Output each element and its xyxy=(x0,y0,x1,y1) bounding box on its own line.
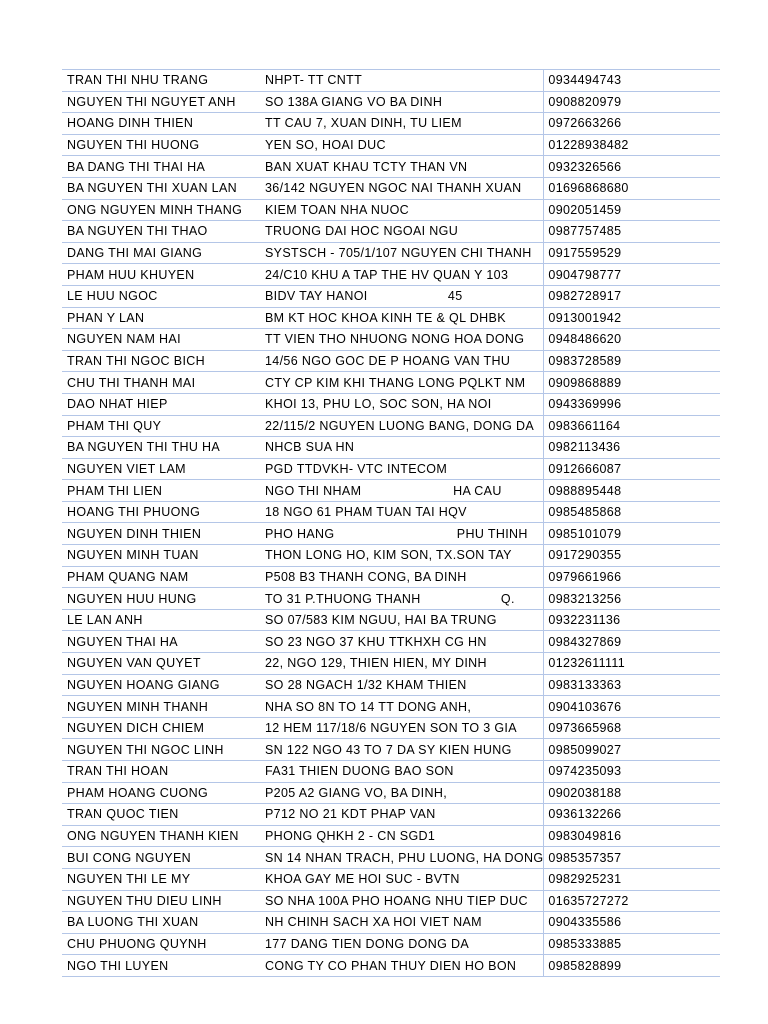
name-cell[interactable]: NGUYEN THI LE MY xyxy=(62,868,260,890)
address-cell[interactable]: KHOI 13, PHU LO, SOC SON, HA NOI xyxy=(260,393,544,415)
table-row xyxy=(62,156,720,178)
name-cell[interactable]: PHAM QUANG NAM xyxy=(62,566,260,588)
name-cell[interactable]: BA NGUYEN THI THAO xyxy=(62,221,260,243)
phone-cell[interactable]: 01228938482 xyxy=(544,134,721,156)
address-cell[interactable]: KHOA GAY ME HOI SUC - BVTN xyxy=(260,868,544,890)
phone-cell[interactable]: 0982728917 xyxy=(544,285,721,307)
address-cell[interactable]: TO 31 P.THUONG THANH Q. xyxy=(260,588,544,610)
name-cell[interactable]: LE LAN ANH xyxy=(62,609,260,631)
address-cell[interactable]: NH CHINH SACH XA HOI VIET NAM xyxy=(260,912,544,934)
phone-cell[interactable]: 0985357357 xyxy=(544,847,721,869)
table-row xyxy=(62,825,720,847)
address-cell[interactable]: FA31 THIEN DUONG BAO SON xyxy=(260,761,544,783)
name-cell[interactable]: ONG NGUYEN THANH KIEN xyxy=(62,825,260,847)
address-cell[interactable]: BM KT HOC KHOA KINH TE & QL DHBK xyxy=(260,307,544,329)
name-cell[interactable]: NGUYEN HUU HUNG xyxy=(62,588,260,610)
phone-cell[interactable]: 0983049816 xyxy=(544,825,721,847)
address-cell[interactable]: TT VIEN THO NHUONG NONG HOA DONG xyxy=(260,329,544,351)
address-cell[interactable]: 22/115/2 NGUYEN LUONG BANG, DONG DA xyxy=(260,415,544,437)
name-cell[interactable]: TRAN QUOC TIEN xyxy=(62,804,260,826)
name-cell[interactable]: DAO NHAT HIEP xyxy=(62,393,260,415)
phone-cell[interactable]: 0943369996 xyxy=(544,393,721,415)
table-row xyxy=(62,890,720,912)
phone-cell[interactable]: 0913001942 xyxy=(544,307,721,329)
name-cell[interactable]: CHU PHUONG QUYNH xyxy=(62,933,260,955)
table-row xyxy=(62,782,720,804)
table-row xyxy=(62,588,720,610)
table-row xyxy=(62,415,720,437)
phone-cell[interactable]: 0983213256 xyxy=(544,588,721,610)
table-row xyxy=(62,631,720,653)
table-row xyxy=(62,285,720,307)
address-cell[interactable]: SN 122 NGO 43 TO 7 DA SY KIEN HUNG xyxy=(260,739,544,761)
address-cell[interactable]: SO 07/583 KIM NGUU, HAI BA TRUNG xyxy=(260,609,544,631)
name-cell[interactable]: NGUYEN NAM HAI xyxy=(62,329,260,351)
phone-cell[interactable]: 0973665968 xyxy=(544,717,721,739)
address-cell[interactable]: NHPT- TT CNTT xyxy=(260,70,544,92)
table-row xyxy=(62,761,720,783)
name-cell[interactable]: NGUYEN THI HUONG xyxy=(62,134,260,156)
name-cell[interactable]: TRAN THI NGOC BICH xyxy=(62,350,260,372)
table-row xyxy=(62,501,720,523)
table-row xyxy=(62,437,720,459)
name-cell[interactable]: NGUYEN THI NGUYET ANH xyxy=(62,91,260,113)
table-row xyxy=(62,113,720,135)
phone-cell[interactable]: 0982113436 xyxy=(544,437,721,459)
name-cell[interactable]: NGUYEN DICH CHIEM xyxy=(62,717,260,739)
phone-cell[interactable]: 0985099027 xyxy=(544,739,721,761)
phone-cell[interactable]: 0985333885 xyxy=(544,933,721,955)
phone-cell[interactable]: 0982925231 xyxy=(544,868,721,890)
name-cell[interactable]: NGUYEN VAN QUYET xyxy=(62,653,260,675)
address-cell[interactable]: SN 14 NHAN TRACH, PHU LUONG, HA DONG xyxy=(260,847,544,869)
phone-cell[interactable]: 0932231136 xyxy=(544,609,721,631)
table-row xyxy=(62,350,720,372)
address-cell[interactable]: 177 DANG TIEN DONG DONG DA xyxy=(260,933,544,955)
address-cell[interactable]: BIDV TAY HANOI 45 xyxy=(260,285,544,307)
address-cell[interactable]: NGO THI NHAM HA CAU xyxy=(260,480,544,502)
table-row xyxy=(62,70,720,92)
phone-cell[interactable]: 01232611111 xyxy=(544,653,721,675)
table-row xyxy=(62,868,720,890)
phone-cell[interactable]: 0987757485 xyxy=(544,221,721,243)
contact-table-body xyxy=(62,70,720,977)
address-cell[interactable]: KIEM TOAN NHA NUOC xyxy=(260,199,544,221)
table-row xyxy=(62,717,720,739)
address-cell[interactable]: SO NHA 100A PHO HOANG NHU TIEP DUC xyxy=(260,890,544,912)
name-cell[interactable]: BA DANG THI THAI HA xyxy=(62,156,260,178)
table-row xyxy=(62,523,720,545)
table-row xyxy=(62,566,720,588)
table-row xyxy=(62,242,720,264)
name-cell[interactable]: PHAM THI LIEN xyxy=(62,480,260,502)
address-cell[interactable]: SO 138A GIANG VO BA DINH xyxy=(260,91,544,113)
name-cell[interactable]: BUI CONG NGUYEN xyxy=(62,847,260,869)
phone-cell[interactable]: 0985101079 xyxy=(544,523,721,545)
address-cell[interactable]: TT CAU 7, XUAN DINH, TU LIEM xyxy=(260,113,544,135)
table-row xyxy=(62,480,720,502)
address-cell[interactable]: CTY CP KIM KHI THANG LONG PQLKT NM xyxy=(260,372,544,394)
table-row xyxy=(62,221,720,243)
phone-cell[interactable]: 01635727272 xyxy=(544,890,721,912)
name-cell[interactable]: PHAM HOANG CUONG xyxy=(62,782,260,804)
address-cell[interactable]: 18 NGO 61 PHAM TUAN TAI HQV xyxy=(260,501,544,523)
phone-cell[interactable]: 0979661966 xyxy=(544,566,721,588)
name-cell[interactable]: BA NGUYEN THI XUAN LAN xyxy=(62,177,260,199)
phone-cell[interactable]: 0983133363 xyxy=(544,674,721,696)
address-cell[interactable]: SO 28 NGACH 1/32 KHAM THIEN xyxy=(260,674,544,696)
address-cell[interactable]: P205 A2 GIANG VO, BA DINH, xyxy=(260,782,544,804)
phone-cell[interactable]: 0985485868 xyxy=(544,501,721,523)
table-row xyxy=(62,372,720,394)
phone-cell[interactable]: 0908820979 xyxy=(544,91,721,113)
phone-cell[interactable]: 0932326566 xyxy=(544,156,721,178)
name-cell[interactable]: NGUYEN THI NGOC LINH xyxy=(62,739,260,761)
table-row xyxy=(62,307,720,329)
name-cell[interactable]: TRAN THI NHU TRANG xyxy=(62,70,260,92)
name-cell[interactable]: NGUYEN MINH THANH xyxy=(62,696,260,718)
name-cell[interactable]: NGUYEN VIET LAM xyxy=(62,458,260,480)
name-cell[interactable]: NGUYEN MINH TUAN xyxy=(62,545,260,567)
name-cell[interactable]: BA LUONG THI XUAN xyxy=(62,912,260,934)
name-cell[interactable]: HOANG THI PHUONG xyxy=(62,501,260,523)
address-cell[interactable]: SO 23 NGO 37 KHU TTKHXH CG HN xyxy=(260,631,544,653)
address-cell[interactable]: THON LONG HO, KIM SON, TX.SON TAY xyxy=(260,545,544,567)
address-cell[interactable]: 12 HEM 117/18/6 NGUYEN SON TO 3 GIA xyxy=(260,717,544,739)
name-cell[interactable]: DANG THI MAI GIANG xyxy=(62,242,260,264)
phone-cell[interactable]: 0984327869 xyxy=(544,631,721,653)
table-row xyxy=(62,177,720,199)
table-row xyxy=(62,91,720,113)
table-row xyxy=(62,674,720,696)
name-cell[interactable]: PHAN Y LAN xyxy=(62,307,260,329)
phone-cell[interactable]: 0904335586 xyxy=(544,912,721,934)
table-row xyxy=(62,933,720,955)
table-row xyxy=(62,264,720,286)
phone-cell[interactable]: 0912666087 xyxy=(544,458,721,480)
table-row xyxy=(62,545,720,567)
phone-cell[interactable]: 0904798777 xyxy=(544,264,721,286)
address-cell[interactable]: CONG TY CO PHAN THUY DIEN HO BON xyxy=(260,955,544,977)
name-cell[interactable]: PHAM THI QUY xyxy=(62,415,260,437)
table-row xyxy=(62,393,720,415)
phone-cell[interactable]: 0902051459 xyxy=(544,199,721,221)
name-cell[interactable]: NGUYEN THU DIEU LINH xyxy=(62,890,260,912)
table-row xyxy=(62,134,720,156)
address-cell[interactable]: YEN SO, HOAI DUC xyxy=(260,134,544,156)
phone-cell[interactable]: 0902038188 xyxy=(544,782,721,804)
phone-cell[interactable]: 0917290355 xyxy=(544,545,721,567)
phone-cell[interactable]: 0972663266 xyxy=(544,113,721,135)
address-cell[interactable]: SYSTSCH - 705/1/107 NGUYEN CHI THANH xyxy=(260,242,544,264)
name-cell[interactable]: BA NGUYEN THI THU HA xyxy=(62,437,260,459)
address-cell[interactable]: TRUONG DAI HOC NGOAI NGU xyxy=(260,221,544,243)
table-row xyxy=(62,696,720,718)
address-cell[interactable]: PHO HANG PHU THINH xyxy=(260,523,544,545)
phone-cell[interactable]: 0974235093 xyxy=(544,761,721,783)
name-cell[interactable]: CHU THI THANH MAI xyxy=(62,372,260,394)
address-cell[interactable]: NHCB SUA HN xyxy=(260,437,544,459)
table-row xyxy=(62,955,720,977)
name-cell[interactable]: NGUYEN HOANG GIANG xyxy=(62,674,260,696)
address-cell[interactable]: NHA SO 8N TO 14 TT DONG ANH, xyxy=(260,696,544,718)
address-cell[interactable]: PHONG QHKH 2 - CN SGD1 xyxy=(260,825,544,847)
name-cell[interactable]: NGO THI LUYEN xyxy=(62,955,260,977)
table-row xyxy=(62,804,720,826)
address-cell[interactable]: BAN XUAT KHAU TCTY THAN VN xyxy=(260,156,544,178)
address-cell[interactable]: PGD TTDVKH- VTC INTECOM xyxy=(260,458,544,480)
phone-cell[interactable]: 0985828899 xyxy=(544,955,721,977)
name-cell[interactable]: ONG NGUYEN MINH THANG xyxy=(62,199,260,221)
table-row xyxy=(62,653,720,675)
table-row xyxy=(62,458,720,480)
address-cell[interactable]: P508 B3 THANH CONG, BA DINH xyxy=(260,566,544,588)
phone-cell[interactable]: 0904103676 xyxy=(544,696,721,718)
contact-spreadsheet xyxy=(62,69,720,977)
name-cell[interactable]: NGUYEN THAI HA xyxy=(62,631,260,653)
address-cell[interactable]: 22, NGO 129, THIEN HIEN, MY DINH xyxy=(260,653,544,675)
phone-cell[interactable]: 0988895448 xyxy=(544,480,721,502)
name-cell[interactable]: PHAM HUU KHUYEN xyxy=(62,264,260,286)
name-cell[interactable]: LE HUU NGOC xyxy=(62,285,260,307)
phone-cell[interactable]: 0909868889 xyxy=(544,372,721,394)
table-row xyxy=(62,199,720,221)
phone-cell[interactable]: 0983728589 xyxy=(544,350,721,372)
address-cell[interactable]: 24/C10 KHU A TAP THE HV QUAN Y 103 xyxy=(260,264,544,286)
address-cell[interactable]: 36/142 NGUYEN NGOC NAI THANH XUAN xyxy=(260,177,544,199)
table-row xyxy=(62,912,720,934)
phone-cell[interactable]: 0983661164 xyxy=(544,415,721,437)
name-cell[interactable]: TRAN THI HOAN xyxy=(62,761,260,783)
address-cell[interactable]: 14/56 NGO GOC DE P HOANG VAN THU xyxy=(260,350,544,372)
name-cell[interactable]: HOANG DINH THIEN xyxy=(62,113,260,135)
table-row xyxy=(62,609,720,631)
phone-cell[interactable]: 0917559529 xyxy=(544,242,721,264)
phone-cell[interactable]: 0936132266 xyxy=(544,804,721,826)
address-cell[interactable]: P712 NO 21 KDT PHAP VAN xyxy=(260,804,544,826)
phone-cell[interactable]: 01696868680 xyxy=(544,177,721,199)
table-row xyxy=(62,739,720,761)
phone-cell[interactable]: 0934494743 xyxy=(544,70,721,92)
phone-cell[interactable]: 0948486620 xyxy=(544,329,721,351)
name-cell[interactable]: NGUYEN DINH THIEN xyxy=(62,523,260,545)
table-row xyxy=(62,847,720,869)
table-row xyxy=(62,329,720,351)
